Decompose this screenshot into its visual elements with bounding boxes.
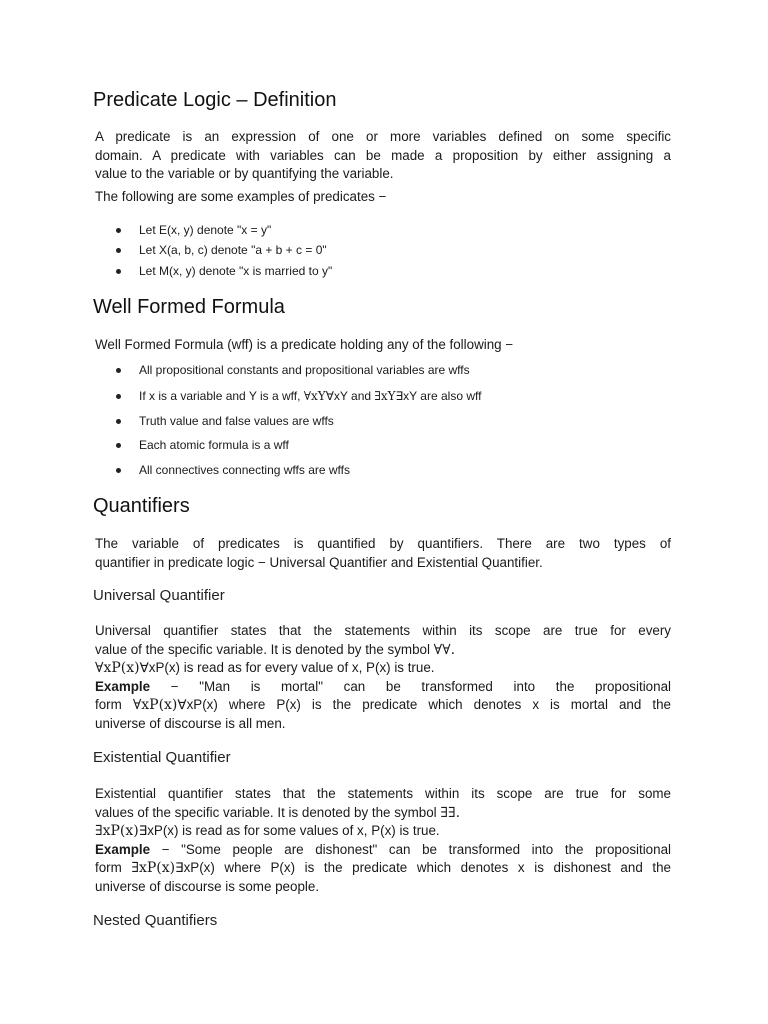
paragraph-text: ∀xP(x) where P(x) is the predicate which denotes x is mortal and the xyxy=(177,697,671,713)
paragraph-text: − "Some people are dishonest" can be transformed into the propositional xyxy=(150,841,671,857)
list-item-text: All propositional constants and propositional variables are wffs xyxy=(139,363,470,377)
paragraph-text: form xyxy=(95,860,132,876)
paragraph-line: universe of discourse is some people. xyxy=(95,878,320,894)
paragraph-text: form xyxy=(95,697,133,713)
list-item-text: Truth value and false values are wffs xyxy=(139,414,334,428)
paragraph-line: A predicate is an expression of one or more variables defined on some specific xyxy=(95,129,671,144)
paragraph-line xyxy=(95,678,671,697)
heading-existential-quantifier: Existential Quantifier xyxy=(93,749,231,766)
paragraph-text: values of the specific variable. It is denoted by the symbol xyxy=(95,804,441,820)
list-item xyxy=(139,437,289,453)
math-formula: ∃xY xyxy=(374,389,396,403)
list-item xyxy=(139,242,327,258)
bullet-dot xyxy=(116,419,121,424)
list-item-text: All connectives connecting wffs are wffs xyxy=(139,463,350,477)
paragraph-line: domain. A predicate with variables can be made a proposition by either assigning a xyxy=(95,147,671,163)
paragraph-line xyxy=(95,804,671,823)
list-item xyxy=(139,413,334,429)
bullet-dot xyxy=(116,468,121,473)
predicate-definition-paragraph xyxy=(95,128,671,184)
paragraph-text: value of the specific variable. It is denoted by the symbol xyxy=(95,641,434,657)
list-item-text: If x is a variable and Y is a wff, xyxy=(139,389,304,403)
math-formula: ∀∀. xyxy=(433,641,456,658)
list-item xyxy=(139,388,481,404)
universal-quantifier-paragraph xyxy=(95,622,671,734)
heading-nested-quantifiers: Nested Quantifiers xyxy=(93,912,218,929)
predicate-examples-intro: The following are some examples of predicates − xyxy=(95,189,387,204)
math-formula: ∃xP(x) xyxy=(95,823,139,840)
heading-universal-quantifier: Universal Quantifier xyxy=(93,587,225,604)
list-item xyxy=(139,462,350,478)
paragraph-line xyxy=(95,659,671,678)
bullet-dot xyxy=(116,248,121,253)
quantifiers-paragraph xyxy=(95,535,671,572)
bullet-dot xyxy=(116,368,121,373)
wff-intro: Well Formed Formula (wff) is a predicate holding any of the following − xyxy=(95,337,514,352)
paragraph-line xyxy=(95,859,671,878)
list-item-text: Each atomic formula is a wff xyxy=(139,438,289,452)
math-formula: ∀xP(x) xyxy=(95,660,140,677)
list-item xyxy=(139,222,271,238)
math-formula: ∃xP(x) xyxy=(131,860,176,877)
list-item-text: Let E(x, y) denote "x = y" xyxy=(139,223,272,237)
paragraph-line: value to the variable or by quantifying the variable. xyxy=(95,166,394,182)
paragraph-line xyxy=(95,696,671,715)
list-item-text: ∀xY and xyxy=(325,389,375,403)
paragraph-text: − "Man is mortal" can be transformed into the propositional xyxy=(150,678,671,694)
bullet-dot xyxy=(116,228,121,233)
heading-predicate-logic: Predicate Logic – Definition xyxy=(93,89,337,111)
paragraph-line: The variable of predicates is quantified by quantifiers. There are two types of xyxy=(95,536,671,551)
example-label: Example xyxy=(95,841,151,857)
example-label: Example xyxy=(95,678,151,694)
paragraph-line xyxy=(95,641,671,660)
paragraph-text: ∃xP(x) where P(x) is the predicate which denotes x is dishonest and the xyxy=(175,860,671,876)
math-formula: ∀xP(x) xyxy=(132,697,178,714)
paragraph-line: universe of discourse is all men. xyxy=(95,715,286,731)
paragraph-text: ∃xP(x) is read as for some values of x, P(x) is true. xyxy=(138,823,440,839)
list-item xyxy=(139,362,470,378)
list-item xyxy=(139,263,332,279)
paragraph-line: Universal quantifier states that the statements within its scope are true for every xyxy=(95,623,671,638)
bullet-dot xyxy=(116,269,121,274)
bullet-dot xyxy=(116,394,121,399)
paragraph-text: ∀xP(x) is read as for every value of x, P(x) is true. xyxy=(139,660,435,676)
paragraph-line: quantifier in predicate logic − Universal Quantifier and Existential Quantifier. xyxy=(95,554,543,570)
existential-quantifier-paragraph xyxy=(95,785,671,897)
paragraph-line xyxy=(95,822,671,841)
list-item-text: Let M(x, y) denote "x is married to y" xyxy=(139,264,333,278)
math-formula: ∃∃. xyxy=(440,804,461,821)
list-item-text: ∃xY are also wff xyxy=(395,389,482,403)
bullet-dot xyxy=(116,443,121,448)
list-item-text: Let X(a, b, c) denote "a + b + c = 0" xyxy=(139,243,327,257)
paragraph-line: Existential quantifier states that the statements within its scope are true for some xyxy=(95,786,671,801)
paragraph-line xyxy=(95,841,671,860)
heading-well-formed-formula: Well Formed Formula xyxy=(93,296,285,318)
math-formula: ∀xY xyxy=(303,389,326,403)
heading-quantifiers: Quantifiers xyxy=(93,495,190,517)
